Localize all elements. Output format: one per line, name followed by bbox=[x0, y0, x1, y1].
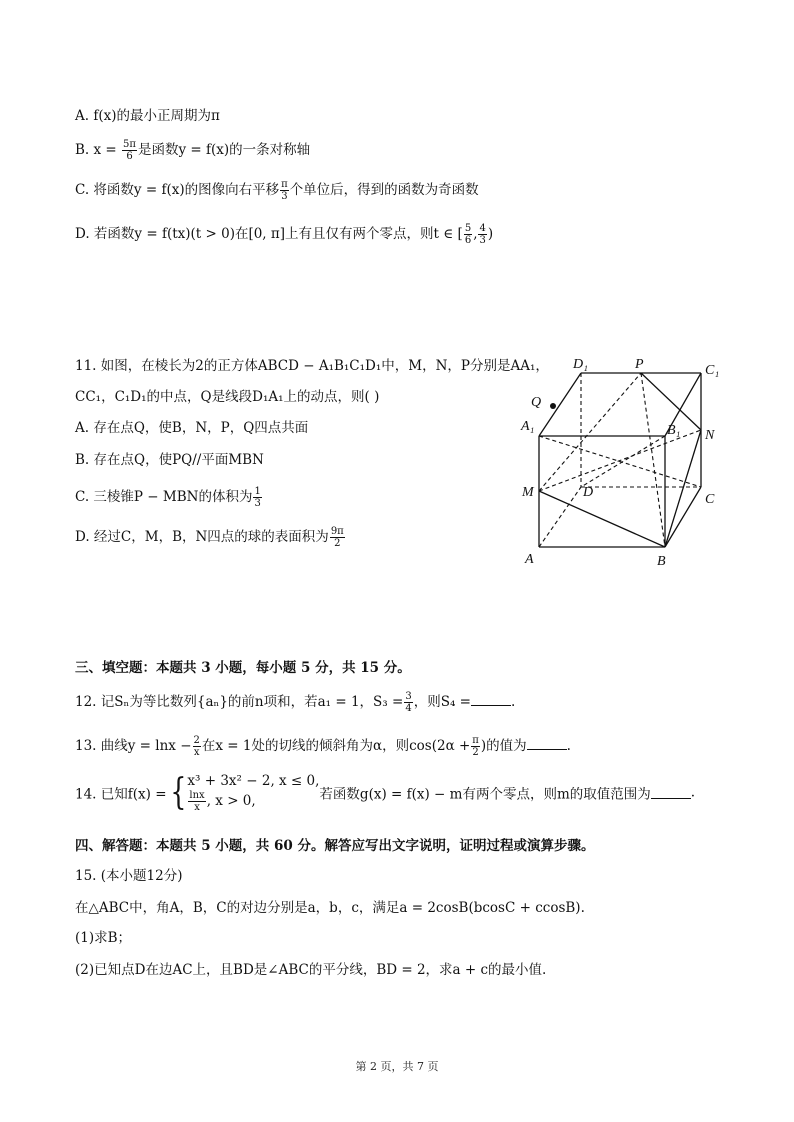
fraction: $\frac{5}{6}$ bbox=[464, 223, 472, 246]
line-m-n bbox=[539, 430, 701, 491]
q11-option-b: B. 存在点Q，使PQ//平面MBN bbox=[75, 452, 264, 468]
fraction: $\frac{\ln x}{x}$ bbox=[189, 790, 205, 813]
edge-a-d bbox=[539, 487, 581, 547]
label-d: D bbox=[583, 485, 594, 500]
label-a1: A₁ bbox=[521, 419, 535, 434]
fraction: $\frac{2}{x}$ bbox=[193, 735, 200, 758]
cube-figure bbox=[515, 350, 730, 575]
answer-blank bbox=[527, 737, 567, 750]
brace: { bbox=[169, 771, 186, 813]
q11-option-d: D. 经过C，M，B，N四点的球的表面积为 $\frac{9\pi}{2}$ bbox=[75, 526, 344, 549]
fraction: $\frac{\pi}{2}$ bbox=[472, 735, 479, 758]
label-b: B bbox=[657, 554, 666, 569]
q11-option-c: C. 三棱锥P − MBN的体积为 $\frac{1}{3}$ bbox=[75, 486, 261, 509]
line-m-p bbox=[539, 373, 641, 491]
q10-option-c: C. 将函数y = f(x)的图像向右平移 $\frac{\pi}{3}$ 个单位后，得到的函数为奇函数 bbox=[75, 179, 479, 202]
q15-title: 15. (本小题12分) bbox=[75, 868, 183, 884]
label-n: N bbox=[705, 428, 715, 443]
q10-option-b: B. x = $\frac{5\pi}{6}$ 是函数y = f(x)的一条对称轴 bbox=[75, 139, 311, 162]
page-footer: 第 2 页，共 7 页 bbox=[355, 1060, 439, 1073]
line-b-n bbox=[665, 430, 701, 547]
fraction: $\frac{9\pi}{2}$ bbox=[330, 526, 344, 549]
fraction: $\frac{4}{3}$ bbox=[479, 223, 486, 246]
label-p: P bbox=[635, 357, 644, 372]
q15-stem: 在△ABC中，角A，B，C的对边分别是a，b，c，满足a = 2cosB(bcosC + ccosB). bbox=[75, 900, 585, 916]
label-q: Q bbox=[531, 395, 542, 410]
edge-a1-d1 bbox=[539, 373, 581, 436]
point-q-dot bbox=[550, 403, 556, 409]
answer-blank bbox=[471, 693, 511, 706]
q11-stem-line1: 11. 如图，在棱长为2的正方体ABCD − A₁B₁C₁D₁中，M，N，P分别是AA₁， bbox=[75, 358, 549, 374]
section4-heading: 四、解答题：本题共 5 小题，共 60 分。解答应写出文字说明，证明过程或演算步骤。 bbox=[75, 838, 595, 854]
q13: 13. 曲线y = lnx − $\frac{2}{x}$ 在x = 1处的切线的倾斜角为α，则cos(2α + $\frac{\pi}{2}$ )的值为 . bbox=[75, 735, 571, 758]
q15-part2: (2)已知点D在边AC上，且BD是∠ABC的平分线，BD = 2，求a + c的最小值. bbox=[75, 962, 547, 978]
fraction: $\frac{3}{4}$ bbox=[405, 691, 412, 714]
q10-option-a: A. f(x)的最小正周期为π bbox=[75, 108, 220, 124]
q14: 14. 已知f(x) ={ x³ + 3x² − 2, x ≤ 0, $\frac{\ln x}{x}$ , x > 0, 若函数g(x) = f(x) − m有两个零点，则m的取值范围为 . bbox=[75, 771, 696, 813]
line-p-n bbox=[641, 373, 701, 430]
q11-option-a: A. 存在点Q，使B，N，P，Q四点共面 bbox=[75, 420, 309, 436]
label-m: M bbox=[522, 485, 534, 500]
fraction: $\frac{\pi}{3}$ bbox=[281, 179, 288, 202]
line-m-b bbox=[539, 491, 665, 547]
fraction: $\frac{5\pi}{6}$ bbox=[123, 139, 136, 162]
q10-option-d: D. 若函数y = f(tx)(t > 0)在[0, π]上有且仅有两个零点，则t ∈ [ $\frac{5}{6}$ , $\frac{4}{3}$ ) bbox=[75, 223, 494, 246]
piecewise-cases: x³ + 3x² − 2, x ≤ 0, $\frac{\ln x}{x}$ , x > 0, bbox=[187, 773, 320, 813]
label-b1: B₁ bbox=[667, 423, 681, 438]
label-c1: C₁ bbox=[705, 363, 720, 378]
edge-b-c bbox=[665, 487, 701, 547]
fraction: $\frac{1}{3}$ bbox=[254, 486, 261, 509]
label-c: C bbox=[705, 492, 715, 507]
line-a1-c bbox=[539, 436, 701, 487]
label-a: A bbox=[525, 552, 534, 567]
label-d1: D₁ bbox=[573, 357, 588, 372]
line-p-b bbox=[641, 373, 665, 547]
line-b1-d bbox=[581, 436, 665, 487]
q12: 12. 记Sₙ为等比数列{aₙ}的前n项和，若a₁ = 1，S₃ = $\frac{3}{4}$ ，则S₄ = . bbox=[75, 691, 516, 714]
q15-part1: (1)求B； bbox=[75, 930, 132, 946]
section3-heading: 三、填空题：本题共 3 小题，每小题 5 分，共 15 分。 bbox=[75, 660, 411, 676]
answer-blank bbox=[651, 786, 691, 799]
q11-stem-line2: CC₁，C₁D₁的中点，Q是线段D₁A₁上的动点，则( ) bbox=[75, 389, 380, 405]
